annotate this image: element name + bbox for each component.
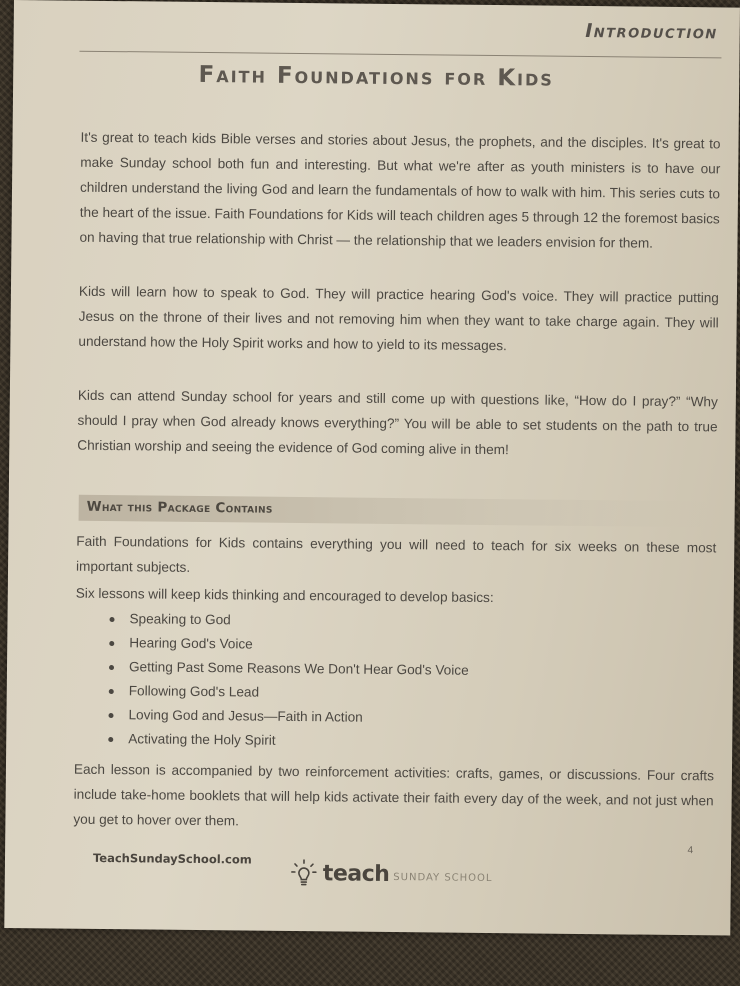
lightbulb-icon bbox=[291, 859, 317, 887]
list-item: Hearing God's Voice bbox=[103, 631, 469, 659]
section-heading-bar bbox=[79, 495, 719, 528]
website-url: TeachSundaySchool.com bbox=[92, 850, 252, 867]
page-title: Faith Foundations for Kids bbox=[198, 61, 554, 92]
list-item: Loving God and Jesus—Faith in Action bbox=[102, 703, 468, 731]
lesson-list bbox=[102, 607, 469, 755]
list-item: Activating the Holy Spirit bbox=[102, 727, 468, 755]
section-label: Introduction bbox=[585, 19, 718, 44]
package-paragraph-2: Six lessons will keep kids thinking and encouraged to develop basics: bbox=[75, 585, 494, 606]
package-paragraph-1: Faith Foundations for Kids contains everything you will need to teach for six weeks on these most important subjects. bbox=[75, 533, 717, 575]
logo-subtitle: SUNDAY SCHOOL bbox=[393, 872, 493, 885]
logo-wordmark: teach bbox=[322, 861, 390, 887]
list-item: Following God's Lead bbox=[103, 679, 469, 707]
intro-paragraph-2: Kids will learn how to speak to God. They will practice hearing God's voice. They will practice putting Jesus on the throne of their lives and not removing him when they want to take charge again. They will understand how the Holy Spirit works and how to yield to its messages. bbox=[78, 283, 719, 354]
page-number: 4 bbox=[687, 845, 694, 857]
intro-paragraph-3: Kids can attend Sunday school for years and still come up with questions like, “How do I pray?” “Why should I pray when God already knows everything?” You will be able to set students on the path to true Christian worship and seeing the evidence of God coming alive in them! bbox=[77, 387, 718, 458]
list-item: Speaking to God bbox=[103, 607, 469, 635]
document-page bbox=[4, 0, 740, 936]
section-heading: What this Package Contains bbox=[86, 498, 273, 517]
package-paragraph-3: Each lesson is accompanied by two reinforcement activities: crafts, games, or discussions. Four crafts include take-home booklets that will help kids activate their faith every day of the week, and not just when you get to hover over them. bbox=[73, 761, 714, 829]
teach-sunday-school-logo bbox=[291, 857, 493, 889]
header-divider bbox=[79, 51, 721, 59]
intro-paragraph-1: It's great to teach kids Bible verses and stories about Jesus, the prophets, and the disciples. It's great to make Sunday school both fun and interesting. But what we're after as youth ministers is to have our children understand the living God and learn the fundamentals of how to walk with him. This series cuts to the heart of the issue. Faith Foundations for Kids will teach children ages 5 through 12 the foremost basics on having that true relationship with Christ — the relationship that we leaders envision for them. bbox=[79, 129, 721, 251]
list-item: Getting Past Some Reasons We Don't Hear God's Voice bbox=[103, 655, 469, 683]
